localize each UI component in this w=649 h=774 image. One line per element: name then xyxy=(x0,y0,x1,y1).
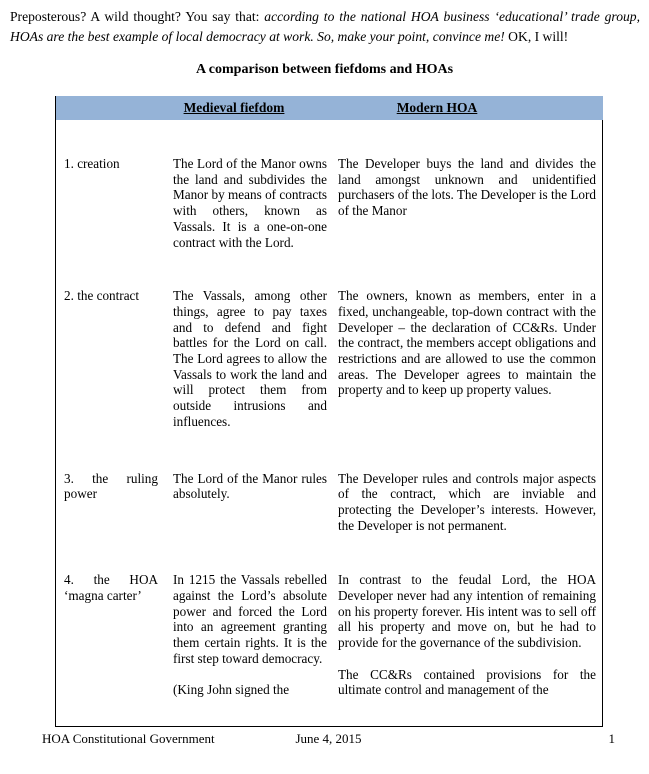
table-body xyxy=(56,120,603,726)
cell-paragraph: The Lord of the Manor rules absolutely. xyxy=(173,470,327,502)
cell-paragraph: The CC&Rs contained provisions for the ultimate control and management of the xyxy=(338,666,596,698)
intro-text-regular-lead: Preposterous? A wild thought? You say that: xyxy=(10,9,265,24)
page-title: A comparison between fiefdoms and HOAs xyxy=(195,62,454,77)
column-header-medieval-fiefdom: Medieval fiefdom xyxy=(183,100,285,115)
row-label: 1. creation xyxy=(64,156,120,171)
column-header-modern-hoa: Modern HOA xyxy=(396,100,478,115)
row-label: 4. the HOA ‘magna carter’ xyxy=(64,572,158,604)
intro-paragraph xyxy=(10,7,640,46)
medieval-cell xyxy=(166,288,332,429)
cell-paragraph: The Lord of the Manor owns the land and subdivides the Manor by means of contracts with others, known as Vassals. It is a one-on-one contract with the Lord. xyxy=(173,156,327,250)
cell-paragraph: The owners, known as members, enter in a fixed, unchangeable, top-down contract with the Developer – the declaration of CC&Rs. Under the contract, the members accept obligations and restrictions and are allowed to use the common areas. The Developer agrees to maintain the property and to keep up property values. xyxy=(338,288,596,398)
cell-paragraph: The Developer rules and controls major aspects of the contract, which are inviable and protecting the Developer’s interests. However, the Developer is not permanent. xyxy=(338,470,596,533)
cell-paragraph: The Developer buys the land and divides the land amongst unknown and unidentified purchasers of the lots. The Developer is the Lord of the Manor xyxy=(338,156,596,219)
intro-text-regular-tail: OK, I will! xyxy=(504,28,569,44)
row-label: 2. the contract xyxy=(64,288,140,304)
medieval-cell xyxy=(166,572,332,698)
table-row-creation xyxy=(56,156,602,250)
medieval-cell xyxy=(166,471,332,534)
footer-date: June 4, 2015 xyxy=(295,731,362,746)
footer-document-title: HOA Constitutional Government xyxy=(42,731,215,746)
intro-text-italic-quote: according to the national HOA business ‘educational’ trade group, HOAs are the best example of local democracy at work. So, make your point, convince me! xyxy=(10,9,640,44)
table-row-ruling-power xyxy=(56,471,602,534)
hoa-cell xyxy=(332,288,602,429)
hoa-cell xyxy=(332,156,602,250)
cell-paragraph: In contrast to the feudal Lord, the HOA Developer never had any intention of remaining on his property forever. His intent was to sell off all his property and move on, but he had to provide for the governance of the subdivision. xyxy=(338,572,596,651)
hoa-cell xyxy=(332,471,602,534)
medieval-cell xyxy=(166,156,332,250)
page-footer xyxy=(42,731,615,747)
hoa-cell xyxy=(332,572,602,698)
comparison-table xyxy=(55,96,603,727)
footer-page-number: 1 xyxy=(608,731,615,746)
cell-paragraph: In 1215 the Vassals rebelled against the Lord’s absolute power and forced the Lord into an agreement granting them certain rights. It is the first step toward democracy. xyxy=(173,572,327,666)
cell-paragraph: (King John signed the xyxy=(173,682,290,698)
table-row-magna-carter xyxy=(56,572,602,698)
table-row-contract xyxy=(56,288,602,429)
cell-paragraph: The Vassals, among other things, agree to pay taxes and to defend and fight battles for the Lord on call. The Lord agrees to allow the Vassals to work the land and will protect them from outside intrusions and influences. xyxy=(173,288,327,429)
row-label: 3. the ruling power xyxy=(64,470,158,502)
table-header-row xyxy=(56,96,603,120)
